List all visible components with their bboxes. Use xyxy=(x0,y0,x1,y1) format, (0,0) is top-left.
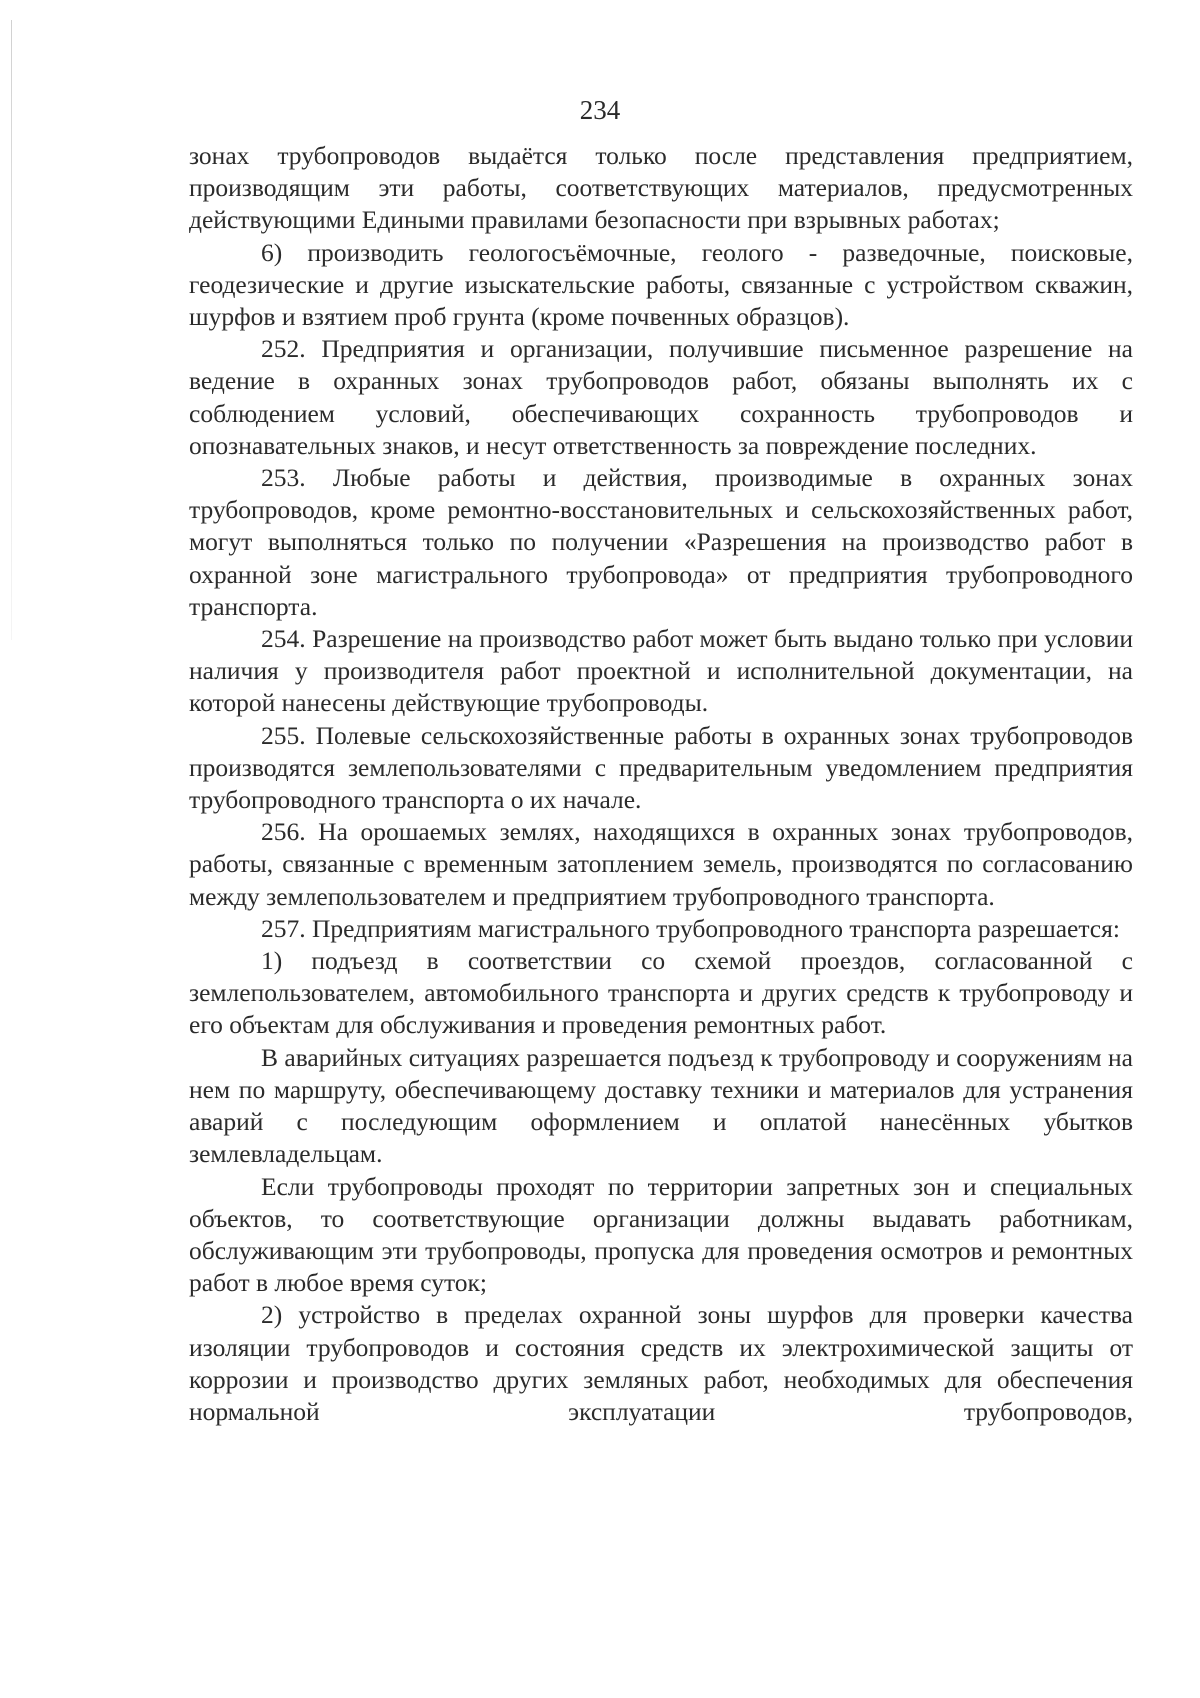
paragraph-256: 256. На орошаемых землях, находящихся в охранных зонах трубопроводов, работы, связанные с временным затоплением земель, производятся по согласованию между землепользователем и предприятием трубопроводного транспорта. xyxy=(189,817,1133,911)
paragraph-restricted-zones: Если трубопроводы проходят по территории запретных зон и специальных объектов, то соответствующие организации должны выдавать работникам, обслуживающим эти трубопроводы, пропуска для проведения осмотров и ремонтных работ в любое время суток; xyxy=(189,1171,1133,1298)
paragraph-257: 257. Предприятиям магистрального трубопроводного транспорта разрешается: xyxy=(261,913,1120,943)
paragraph-254: 254. Разрешение на производство работ может быть выдано только при условии наличия у производителя работ проектной и исполнительной документации, на которой нанесены действующие трубопроводы. xyxy=(189,624,1133,718)
paragraph-252: 252. Предприятия и организации, получившие письменное разрешение на ведение в охранных зонах трубопроводов работ, обязаны выполнять их с соблюдением условий, обеспечивающих сохранность трубопроводов и опознавательных знаков, и несут ответственность за повреждение последних. xyxy=(189,334,1133,460)
paragraph-item-1: 1) подъезд в соответствии со схемой проездов, согласованной с землепользователем, автомобильного транспорта и других средств к трубопроводу и его объектам для обслуживания и проведения ремонтных работ. xyxy=(189,946,1133,1040)
body-text xyxy=(189,140,1133,1428)
paragraph-item-2: 2) устройство в пределах охранной зоны шурфов для проверки качества изоляции трубопроводов и состояния средств их электрохимической защиты от коррозии и производство других земляных работ, необходимых для обеспечения нормальной эксплуатации трубопроводов, xyxy=(189,1300,1133,1426)
paragraph-item-6: 6) производить геологосъёмочные, геолого - разведочные, поисковые, геодезические и другие изыскательские работы, связанные с устройством скважин, шурфов и взятием проб грунта (кроме почвенных образцов). xyxy=(189,237,1133,332)
paragraph-255: 255. Полевые сельскохозяйственные работы в охранных зонах трубопроводов производятся землепользователями с предварительным уведомлением предприятия трубопроводного транспорта о их начале. xyxy=(189,720,1133,815)
paragraph-253: 253. Любые работы и действия, производимые в охранных зонах трубопроводов, кроме ремонтно-восстановительных и сельскохозяйственных работ, могут выполняться только по получении «Разрешения на производство работ в охранной зоне магистрального трубопровода» от предприятия трубопроводного транспорта. xyxy=(189,463,1133,621)
page-number: 234 xyxy=(579,95,621,125)
paragraph-continuation: зонах трубопроводов выдаётся только после представления предприятием, производящим эти работы, соответствующих материалов, предусмотренных действующими Едиными правилами безопасности при взрывных работах; xyxy=(189,141,1133,235)
paragraph-emergency-access: В аварийных ситуациях разрешается подъезд к трубопроводу и сооружениям на нем по маршруту, обеспечивающему доставку техники и материалов для устранения аварий с последующим оформлением и оплатой нанесённых убытков землевладельцам. xyxy=(189,1042,1133,1169)
